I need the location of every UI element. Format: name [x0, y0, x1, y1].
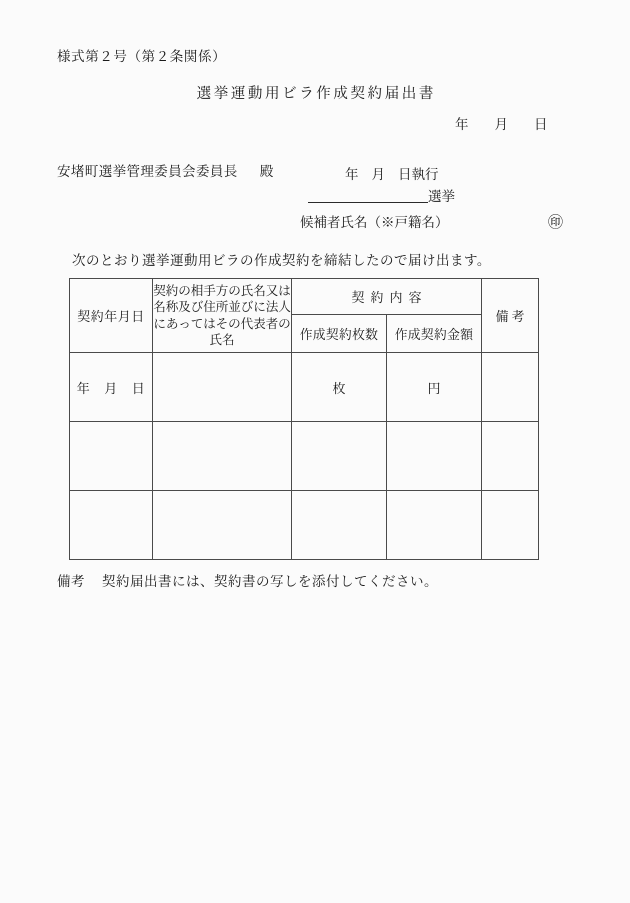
cell-amount[interactable] — [387, 491, 482, 560]
election-name-blank[interactable] — [308, 187, 428, 203]
addressee-name: 安堵町選挙管理委員会委員長 — [57, 164, 238, 179]
cell-contract-date[interactable] — [70, 353, 153, 422]
cell-counterparty[interactable] — [153, 422, 292, 491]
election-date-line — [300, 164, 590, 185]
addressee-line — [57, 160, 274, 180]
page-title: 選挙運動用ビラ作成契約届出書 — [196, 86, 436, 102]
election-date-month-label: 月 — [371, 167, 385, 182]
election-date-year-label: 年 — [345, 167, 359, 182]
cell-counterparty[interactable] — [153, 353, 292, 422]
header-sheets: 作成契約枚数 — [292, 315, 387, 353]
header-amount: 作成契約金額 — [387, 315, 482, 353]
header-remarks: 備考 — [482, 279, 539, 353]
row1-date-day-label: 日 — [131, 380, 146, 396]
cell-contract-date[interactable] — [70, 422, 153, 491]
cell-sheets[interactable] — [292, 422, 387, 491]
table-header-row-1 — [70, 279, 539, 315]
election-name-line — [300, 185, 590, 208]
contract-table — [69, 278, 539, 560]
header-counterparty: 契約の相手方の氏名又は名称及び住所並びに法人にあってはその代表者の氏名 — [153, 279, 292, 353]
table-row — [70, 353, 539, 422]
cell-remarks[interactable] — [482, 491, 539, 560]
cell-sheets[interactable]: 枚 — [292, 353, 387, 422]
election-suffix-label: 選挙 — [428, 189, 455, 204]
table-row — [70, 491, 539, 560]
form-code: 様式第２号（第２条関係） — [57, 49, 227, 64]
election-info-block — [300, 164, 590, 235]
footer-note — [57, 570, 438, 590]
footer-note-text: 契約届出書には、契約書の写しを添付してください。 — [102, 574, 438, 589]
declaration-statement: 次のとおり選挙運動用ビラの作成契約を締結したので届け出ます。 — [72, 253, 491, 268]
cell-amount[interactable]: 円 — [387, 353, 482, 422]
footer-note-label: 備考 — [57, 574, 85, 589]
cell-contract-date[interactable] — [70, 491, 153, 560]
candidate-name-line — [300, 211, 590, 235]
header-contract-date: 契約年月日 — [70, 279, 153, 353]
cell-sheets[interactable] — [292, 491, 387, 560]
filing-date-month-label: 月 — [494, 117, 508, 132]
header-contract-content: 契約内容 — [292, 279, 482, 315]
filing-date-year-label: 年 — [455, 117, 469, 132]
cell-remarks[interactable] — [482, 422, 539, 491]
election-date-day-exec-label: 日執行 — [398, 167, 439, 182]
filing-date-day-label: 日 — [534, 117, 548, 132]
row1-date-year-label: 年 — [76, 380, 91, 396]
seal-stamp-icon: ㊞ — [548, 215, 564, 231]
cell-counterparty[interactable] — [153, 491, 292, 560]
row1-date-month-label: 月 — [104, 380, 118, 396]
filing-date-line — [455, 113, 548, 133]
addressee-honorific: 殿 — [259, 164, 274, 179]
candidate-name-label: 候補者氏名（※戸籍名） — [300, 215, 449, 230]
cell-amount[interactable] — [387, 422, 482, 491]
table-row — [70, 422, 539, 491]
cell-remarks[interactable] — [482, 353, 539, 422]
